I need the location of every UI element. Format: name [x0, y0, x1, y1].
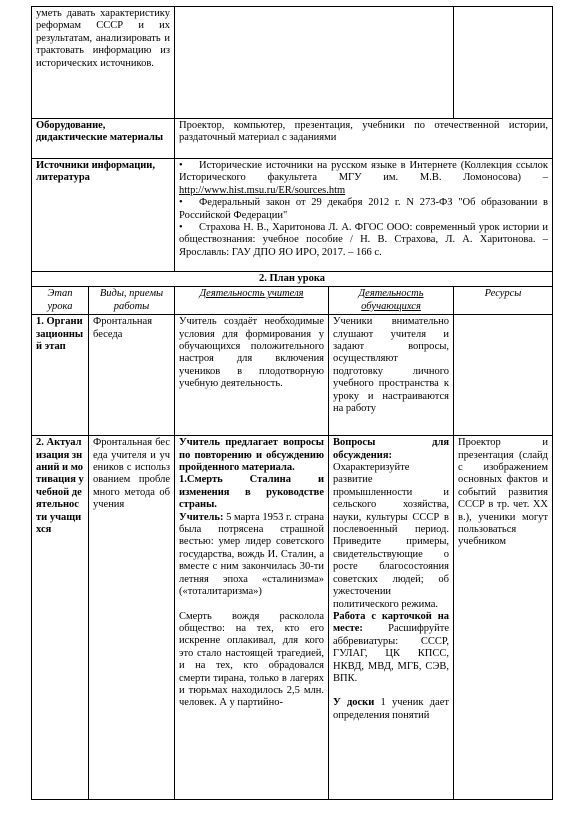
students-questions: [333, 437, 449, 611]
students-card-label: Работа с карточкой на месте:: [333, 610, 450, 635]
teacher-label: Учитель:: [179, 511, 224, 523]
stage-1-name: 1. Организационный этап: [32, 315, 89, 436]
teacher-paragraph-2: Смерть вождя расколола общество: на тех, кто его искренне оплакивал, для кого это стало настоящей трагедией, и на тех, кто обрадовался смерти тирана, только в лагерях и тюрьмах находилось 2,5 млн. человек. А у партийно-: [179, 610, 325, 709]
col-header-teacher: Деятельность учителя: [175, 287, 329, 315]
students-board-text: 1 ученик дает определения понятий: [333, 697, 450, 721]
source-item: [179, 160, 548, 197]
sources-cell: [175, 159, 553, 272]
sources-list: [179, 160, 548, 259]
source-text: Исторические источники на русском языке в Интернете (Коллекция ссылок Исторического факультета МГУ им. М.В. Ломоносова) –: [179, 160, 549, 184]
stage-1-teacher: Учитель создаёт необходимые условия для формирования у обучающихся положительного настроя для включения учеников в плодотворную учебную деятельность.: [175, 315, 329, 436]
col-header-resources: Ресурсы: [454, 287, 553, 315]
teacher-topic: 1.Смерть Сталина и изменения в руководстве страны.: [179, 474, 325, 511]
col-header-students: Деятельность обучающихся: [329, 287, 454, 315]
students-board-label: У доски: [333, 697, 375, 709]
bullet-icon: •: [179, 222, 183, 234]
objectives-text: уметь давать характеристику реформам СССР и их результатам, анализировать и трактовать информацию из исторических источников.: [36, 8, 171, 69]
students-board: [333, 697, 449, 722]
students-questions-text: Охарактеризуйте развитие промышленности и сельского хозяйства, науки, культуры СССР в послевоенный период. Приведите примеры, свидетельствующие о росте благосостояния советских людей; об ужесточении политического режима.: [333, 462, 450, 610]
teacher-lead: Учитель предлагает вопросы по повторению и обсуждению пройденного материала.: [179, 437, 325, 474]
teacher-paragraph-1: [179, 512, 324, 599]
students-card-text: Расшифруйте аббревиатуры: СССР, ГУЛАГ, ЦК КПСС, НКВД, МВД, МГБ, СЭВ, ВПК.: [333, 623, 450, 684]
objectives-continuation: [32, 7, 175, 119]
source-text: Федеральный закон от 29 декабря 2012 г. N 273-ФЗ "Об образовании в Российской Федерации": [179, 197, 549, 221]
stage-2-students: [329, 436, 454, 800]
teacher-text-1: 5 марта 1953 г. страна была потрясена страшной вестью: умер лидер советского государства, вождь И. Сталин, а вместе с ним закончилась 30-ти летняя эпоха «сталинизма» («тоталитаризма»): [179, 511, 325, 598]
col-header-stage: Этап урока: [32, 287, 89, 315]
source-item: [179, 222, 548, 259]
stage-1-resources: [454, 315, 553, 436]
objectives-middle-cell: [175, 7, 454, 119]
stage-1-work: Фронтальная беседа: [89, 315, 175, 436]
stage-1-students: Ученики внимательно слушают учителя и задают вопросы, осуществляют подготовку личного учебного пространства к уроку и настраиваются на работу: [329, 315, 454, 436]
sources-label: Источники информации, литература: [32, 159, 175, 272]
source-item: [179, 197, 548, 222]
stage-2-resources: Проектор и презентация (слайд с изображением основных фактов и событий развития СССР в тр. чет. XX в.), ученики могут пользоваться учебником: [454, 436, 553, 800]
lesson-plan-table: [31, 6, 553, 800]
stage-2-name: 2. Актуализация знаний и мотивация учебной деятельности учащихся: [32, 436, 89, 800]
stage-2-teacher: [175, 436, 329, 800]
equipment-text: Проектор, компьютер, презентация, учебники по отечественной истории, раздаточный материал с заданиями: [175, 119, 553, 159]
source-text: Страхова Н. В., Харитонова Л. А. ФГОС ООО: современный урок истории и обществознания: учебное пособие / Н. В. Страхова, Л. А. Харитонова. – Ярославль: ГАУ ДПО ЯО ИРО, 2017. – 166 с.: [179, 222, 549, 258]
students-card: [333, 611, 449, 685]
stage-2-work: Фронтальная беседа учителя и учеников с использованием проблемного метода обучения: [89, 436, 175, 800]
col-header-work: Виды, приемы работы: [89, 287, 175, 315]
source-link[interactable]: http://www.hist.msu.ru/ER/sources.htm: [179, 184, 346, 196]
bullet-icon: •: [179, 160, 183, 171]
plan-title: 2. План урока: [32, 272, 553, 287]
bullet-icon: •: [179, 197, 183, 209]
objectives-right-cell: [454, 7, 553, 119]
students-questions-label: Вопросы для обсуждения:: [333, 437, 450, 461]
equipment-label: Оборудование, дидактические материалы: [32, 119, 175, 159]
